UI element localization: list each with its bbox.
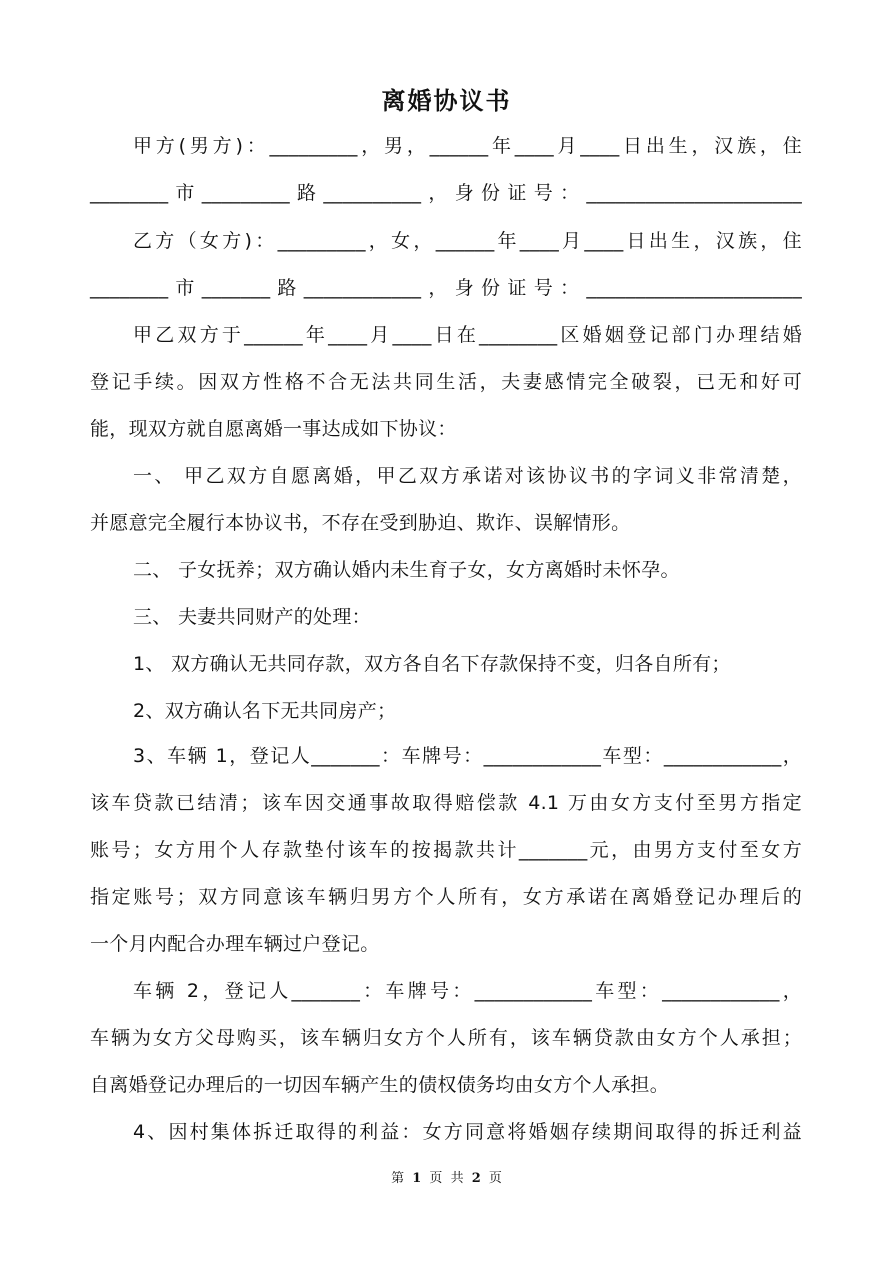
item-3-line-1: 3、车辆 1，登记人_______：车牌号：____________车型：____________， (133, 745, 802, 767)
footer-suffix: 页 (488, 1171, 502, 1186)
preamble-line-3: 能，现双方就自愿离婚一事达成如下协议： (90, 418, 457, 440)
footer-total-word: 共 (450, 1171, 464, 1186)
party-b-line-2: ________市_______路____________，身份证号：______________________ (90, 277, 802, 299)
item-3-line-3: 账号；女方用个人存款垫付该车的按揭款共计_______元，由男方支付至女方 (90, 839, 802, 861)
vehicle-2-line-2: 车辆为女方父母购买，该车辆归女方个人所有，该车辆贷款由女方个人承担； (90, 1027, 802, 1049)
footer-page-word: 页 (429, 1171, 443, 1186)
page-footer (0, 1170, 893, 1188)
vehicle-2-line-3: 自离婚登记办理后的一切因车辆产生的债权债务均由女方个人承担。 (90, 1074, 670, 1096)
party-b-line-1: 乙方（女方)：_________，女，______年____月____日出生，汉族，住 (133, 230, 802, 252)
item-1: 1、 双方确认无共同存款，双方各自名下存款保持不变，归各自所有； (133, 653, 731, 675)
preamble-line-2: 登记手续。因双方性格不合无法共同生活，夫妻感情完全破裂，已无和好可 (90, 371, 802, 393)
document-title: 离婚协议书 (381, 86, 512, 115)
item-3-line-5: 一个月内配合办理车辆过户登记。 (90, 933, 380, 955)
footer-prefix: 第 (391, 1171, 405, 1186)
clause-3-heading: 三、 夫妻共同财产的处理： (133, 606, 371, 628)
party-a-line-2: ________市_________路__________，身份证号：______________________ (90, 182, 802, 204)
item-3-line-4: 指定账号；双方同意该车辆归男方个人所有，女方承诺在离婚登记办理后的 (90, 886, 802, 908)
vehicle-2-line-1: 车辆 2，登记人_______：车牌号：____________车型：____________， (133, 980, 802, 1002)
item-3-line-2: 该车贷款已结清；该车因交通事故取得赔偿款 4.1 万由女方支付至男方指定 (90, 792, 802, 814)
item-4-line-1: 4、因村集体拆迁取得的利益：女方同意将婚姻存续期间取得的拆迁利益 (133, 1121, 802, 1143)
party-a-line-1: 甲方(男方)：_________，男，______年____月____日出生，汉族，住 (133, 135, 802, 157)
item-2: 2、双方确认名下无共同房产； (133, 700, 397, 722)
clause-2: 二、 子女抚养；双方确认婚内未生育子女，女方离婚时未怀孕。 (133, 559, 680, 581)
clause-1-line-2: 并愿意完全履行本协议书，不存在受到胁迫、欺诈、误解情形。 (90, 512, 631, 534)
current-page-number: 1 (412, 1171, 422, 1186)
total-page-number: 2 (471, 1171, 481, 1186)
preamble-line-1: 甲乙双方于______年____月____日在________区婚姻登记部门办理结婚 (133, 324, 802, 346)
clause-1-line-1: 一、 甲乙双方自愿离婚，甲乙双方承诺对该协议书的字词义非常清楚， (133, 465, 802, 487)
